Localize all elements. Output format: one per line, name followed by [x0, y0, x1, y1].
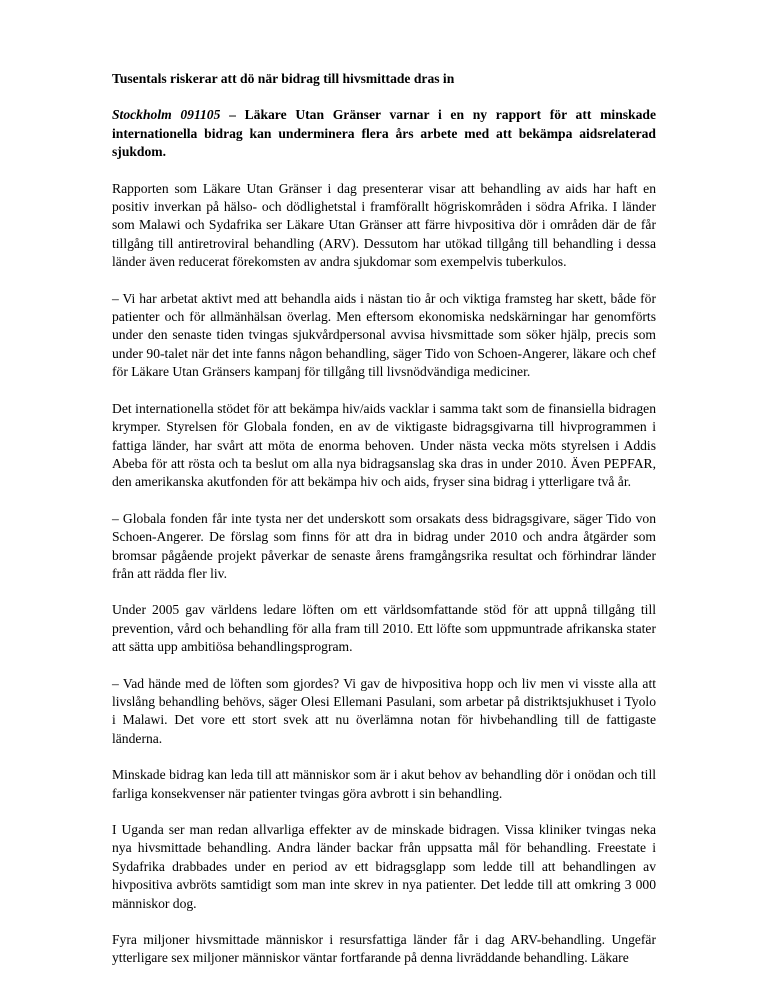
body-paragraph: Under 2005 gav världens ledare löften om ett världsomfattande stöd för att uppnå tillgång till prevention, vård och behandling för alla fram till 2010. Ett löfte som uppmuntrade afrikanska stater att sätta upp ambitiösa behandlingsprogram.: [112, 602, 656, 655]
body-paragraph: – Globala fonden får inte tysta ner det underskott som orsakats dess bidragsgivare, säger Tido von Schoen-Angerer. De förslag som finns för att dra in bidrag under 2010 och andra åtgärder som bromsar pågående projekt påverkar de senaste årens framgångsrika resultat och förhindrar länder från att rädda fler liv.: [112, 510, 656, 581]
body-paragraph: I Uganda ser man redan allvarliga effekter av de minskade bidragen. Vissa kliniker tvingas neka nya hivsmittade behandling. Andra länder backar från uppsatta mål för behandling. Freestate i Sydafrika drabbades under en period av ett bidragsglapp som ledde till att behandlingen av hivpositiva avbröts samtidigt som man inte skrev in nya patienter. Det ledde till att omkring 3 000 människor dog.: [112, 822, 656, 911]
body-paragraph: Det internationella stödet för att bekämpa hiv/aids vacklar i samma takt som de finansiella bidragen krymper. Styrelsen för Globala fonden, en av de viktigaste bidragsgivarna till hivprogrammen i fattiga länder, har svårt att möta de enorma behoven. Under nästa vecka möts styrelsen i Addis Abeba för att rösta och ta beslut om alla nya bidragsanslag ska dras in under 2010. Även PEPFAR, den amerikanska akutfonden för att bekämpa hiv och aids, fryser sina bidrag i ytterligare två år.: [112, 400, 656, 490]
lead-paragraph: [112, 106, 656, 161]
body-paragraph: Fyra miljoner hivsmittade människor i resursfattiga länder får i dag ARV-behandling. Ungefär ytterligare sex miljoner människor väntar fortfarande på denna livräddande behandling. Läkare: [112, 932, 656, 966]
body-paragraph: – Vad hände med de löften som gjordes? Vi gav de hivpositiva hopp och liv men vi visste alla att livslång behandling behövs, säger Olesi Ellemani Pasulani, som arbetar på distriktsjukhuset i Tyolo i Malawi. Det vore ett stort svek att nu överlämna notan för hivbehandling till de fattigaste länderna.: [112, 675, 656, 746]
body-paragraph: – Vi har arbetat aktivt med att behandla aids i nästan tio år och viktiga framsteg har skett, både för patienter och för allmänhälsan överlag. Men eftersom ekonomiska nedskärningar har genomförts under den senaste tiden tvingas sjukvårdpersonal avvisa hivsmittade som söker hjälp, precis som under 90-talet när det inte fanns någon behandling, säger Tido von Schoen-Angerer, läkare och chef för Läkare Utan Gränsers kampanj för tillgång till livsnödvändiga mediciner.: [112, 290, 656, 380]
document-title: Tusentals riskerar att dö när bidrag till hivsmittade dras in: [112, 71, 455, 86]
body-paragraph: Minskade bidrag kan leda till att människor som är i akut behov av behandling dör i onödan och till farliga konsekvenser när patienter tvingas göra avbrott i sin behandling.: [112, 767, 656, 801]
body-paragraph: Rapporten som Läkare Utan Gränser i dag presenterar visar att behandling av aids har haft en positiv inverkan på hälso- och dödlighetstal i framförallt högriskområden i södra Afrika. I länder som Malawi och Sydafrika ser Läkare Utan Gränser att färre hivpositiva dör i områden där de får tillgång till antiretroviral behandling (ARV). Dessutom har utökad tillgång till behandling i dessa länder även reducerat förekomsten av andra sjukdomar som exempelvis tuberkulos.: [112, 180, 656, 270]
lead-text: – Läkare Utan Gränser varnar i en ny rapport för att minskade internationella bidrag kan underminera flera års arbete med att bekämpa aidsrelaterad sjukdom.: [112, 107, 656, 160]
dateline: Stockholm 091105: [112, 107, 221, 123]
document-page: [112, 40, 656, 986]
